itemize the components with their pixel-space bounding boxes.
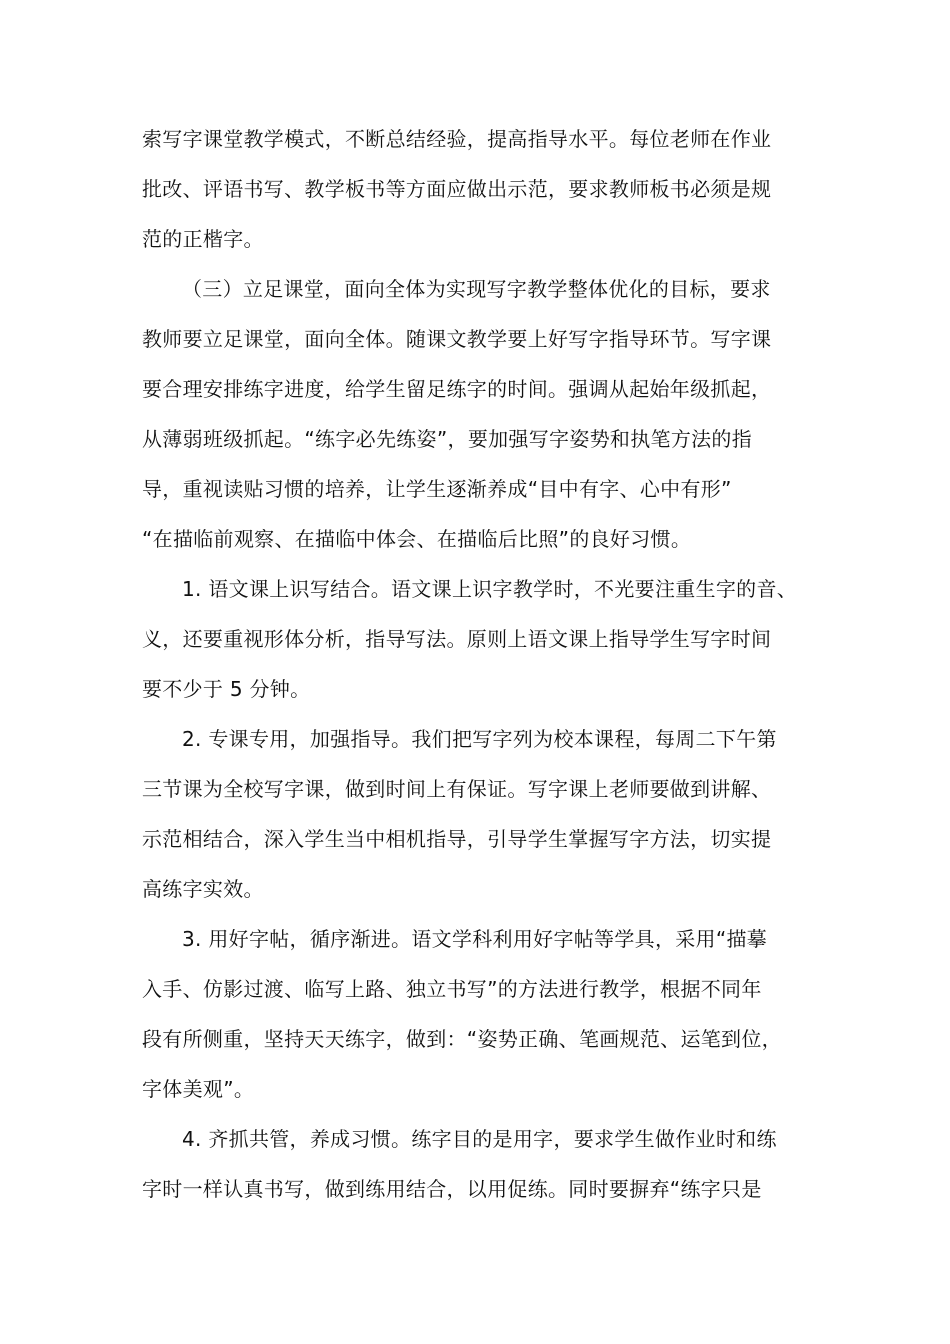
paragraph-line: 义，还要重视形体分析，指导写法。原则上语文课上指导学生写字时间 [142,627,772,651]
list-item-3-line: 3. 用好字帖，循序渐进。语文学科利用好字帖等学具，采用“描摹 [182,927,768,951]
paragraph-line: 三节课为全校写字课，做到时间上有保证。写字课上老师要做到讲解、 [142,777,772,801]
paragraph-line: 高练字实效。 [142,877,264,901]
list-item-4-line: 4. 齐抓共管，养成习惯。练字目的是用字，要求学生做作业时和练 [182,1127,777,1151]
paragraph-line: 要不少于 5 分钟。 [142,677,311,701]
paragraph-line: 批改、评语书写、教学板书等方面应做出示范，要求教师板书必须是规 [142,177,772,201]
paragraph-line: 段有所侧重，坚持天天练字，做到：“姿势正确、笔画规范、运笔到位， [142,1027,782,1051]
paragraph-line: 要合理安排练字进度，给学生留足练字的时间。强调从起始年级抓起， [142,377,772,401]
paragraph-line: 索写字课堂教学模式，不断总结经验，提高指导水平。每位老师在作业 [142,127,772,151]
section-heading-line: （三）立足课堂，面向全体为实现写字教学整体优化的目标，要求 [182,277,771,301]
paragraph-line: 导，重视读贴习惯的培养，让学生逐渐养成“目中有字、心中有形” [142,477,732,501]
paragraph-line: 范的正楷字。 [142,227,264,251]
list-item-2-line: 2. 专课专用，加强指导。我们把写字列为校本课程，每周二下午第 [182,727,777,751]
paragraph-line: 入手、仿影过渡、临写上路、独立书写”的方法进行教学，根据不同年 [142,977,762,1001]
paragraph-line: “在描临前观察、在描临中体会、在描临后比照”的良好习惯。 [142,527,692,551]
paragraph-line: 示范相结合，深入学生当中相机指导，引导学生掌握写字方法，切实提 [142,827,772,851]
list-item-1-line: 1. 语文课上识写结合。语文课上识字教学时，不光要注重生字的音、 [182,577,798,601]
paragraph-line: 字体美观”。 [142,1077,255,1101]
paragraph-line: 教师要立足课堂，面向全体。随课文教学要上好写字指导环节。写字课 [142,327,772,351]
paragraph-line: 字时一样认真书写，做到练用结合，以用促练。同时要摒弃“练字只是 [142,1177,762,1201]
paragraph-line: 从薄弱班级抓起。“练字必先练姿”，要加强写字姿势和执笔方法的指 [142,427,753,451]
